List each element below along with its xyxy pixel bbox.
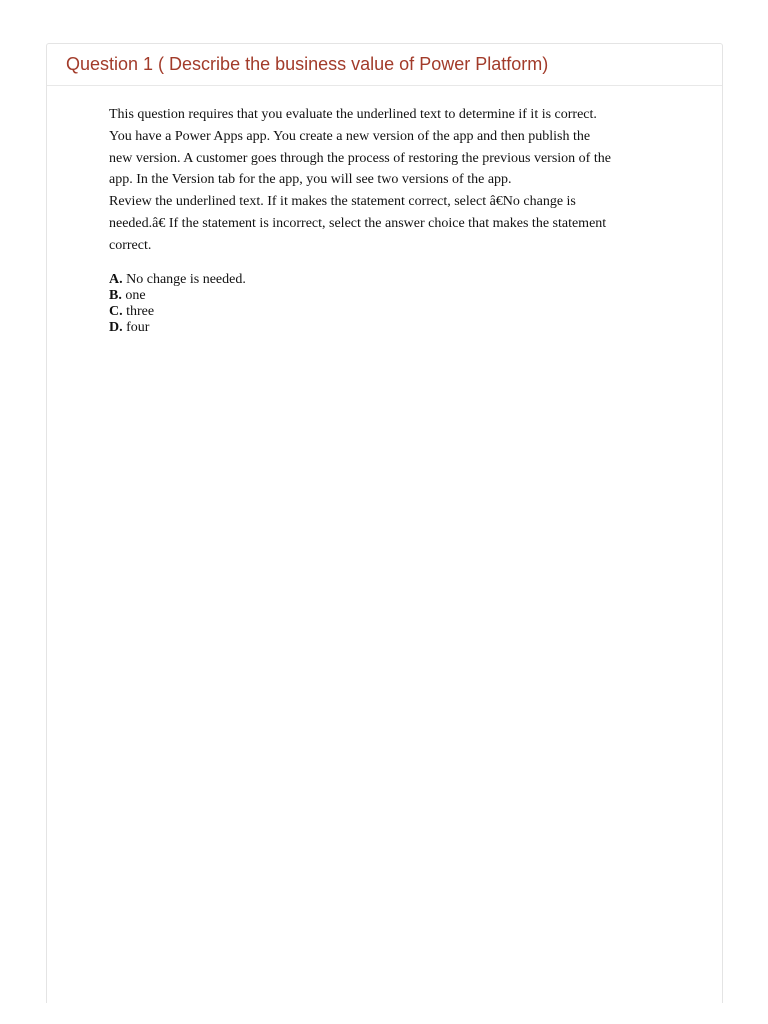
question-line: correct. bbox=[109, 237, 152, 253]
question-line: needed.â€ If the statement is incorrect, select the answer choice that makes the statement bbox=[109, 215, 607, 231]
option-letter: C. bbox=[109, 304, 123, 320]
question-body bbox=[47, 86, 669, 337]
option-letter: A. bbox=[109, 271, 123, 287]
question-title: Question 1 ( Describe the business value of Power Platform) bbox=[66, 54, 549, 74]
answer-option-a bbox=[109, 272, 669, 288]
option-text: three bbox=[126, 304, 155, 320]
card-header bbox=[47, 44, 722, 86]
option-text: No change is needed. bbox=[126, 271, 246, 287]
question-line: This question requires that you evaluate the underlined text to determine if it is correct. bbox=[109, 107, 597, 122]
option-letter: B. bbox=[109, 287, 122, 303]
question-card bbox=[46, 43, 723, 1003]
question-line: Review the underlined text. If it makes the statement correct, select â€No change is bbox=[109, 194, 576, 210]
option-text: four bbox=[126, 320, 150, 336]
question-line: new version. A customer goes through the process of restoring the previous version of the bbox=[109, 150, 611, 166]
question-text bbox=[109, 104, 669, 257]
answer-option-d bbox=[109, 320, 669, 336]
option-letter: D. bbox=[109, 320, 123, 336]
option-text: one bbox=[125, 287, 146, 303]
question-line: You have a Power Apps app. You create a new version of the app and then publish the bbox=[109, 128, 591, 144]
question-line: app. In the Version tab for the app, you will see two versions of the app. bbox=[109, 172, 512, 188]
answer-option-c bbox=[109, 304, 669, 320]
answer-options bbox=[109, 272, 669, 337]
answer-option-b bbox=[109, 288, 669, 304]
